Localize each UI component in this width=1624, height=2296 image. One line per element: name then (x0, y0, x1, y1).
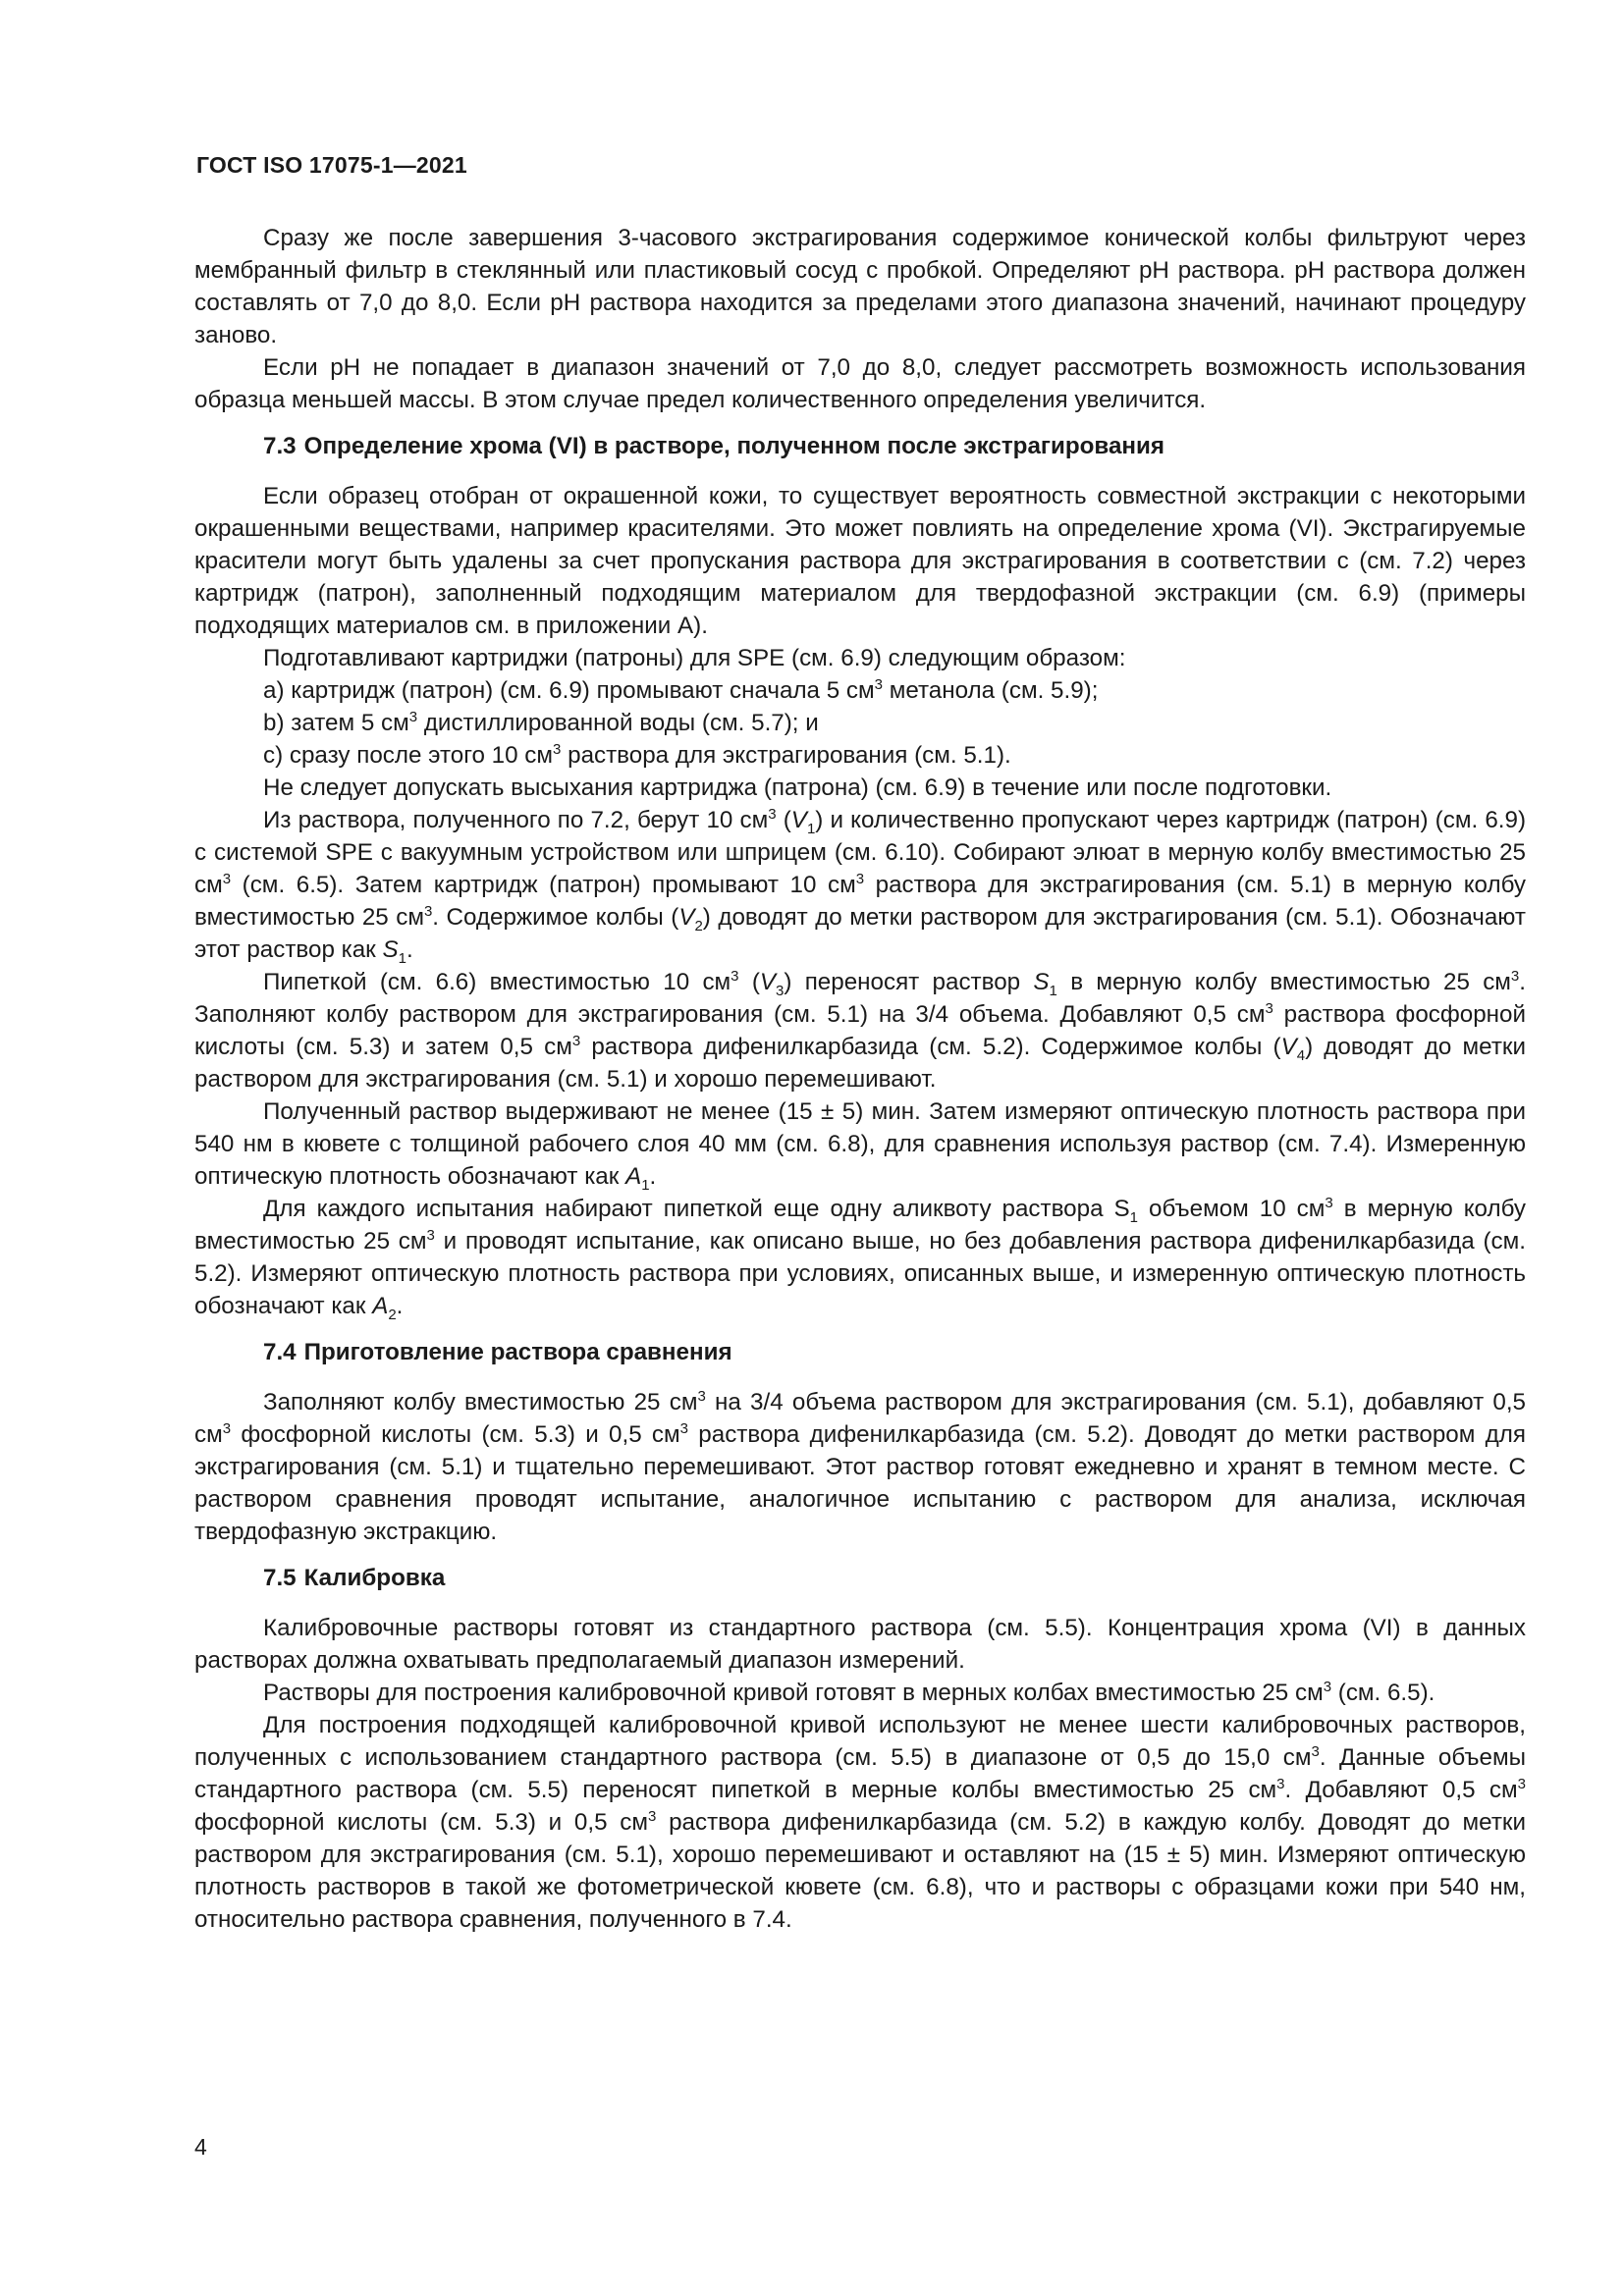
section-7-4-heading (263, 1336, 1526, 1368)
list-item-c: c) сразу после этого 10 $см^3$ раствора для экстрагирования (см. 5.1). (263, 741, 1011, 769)
s73-paragraph-6: Полученный раствор выдерживают не менее (15 ± 5) мин. Затем измеряют оптическую плотность раствора при 540 нм в кювете с толщиной рабочего слоя 40 мм (см. 6.8), для сравнения используя раствор (см. 7.4). Измеренную оптическую плотность обозначают как $A_1$. (194, 1098, 1526, 1194)
s73-paragraph-5: Пипеткой (см. 6.6) вместимостью 10 $см^3$ $(V_3)$ переносят раствор $S_1$ в мерную колбу вместимостью 25 $см^3$. Заполняют колбу раствором для экстрагирования (см. 5.1) на 3/4 объема. Добавляют 0,5 $см^3$ раствора фосфорной кислоты (см. 5.3) и затем 0,5 $см^3$ раствора дифенилкарбазида (см. 5.2). Содержимое колбы $(V_4)$ доводят до метки раствором для экстрагирования (см. 5.1) и хорошо перемешивают. (194, 968, 1526, 1093)
s75-paragraph-3: Для построения подходящей калибровочной кривой используют не менее шести калибровочных растворов, полученных с использованием стандартного раствора (см. 5.5) в диапазоне от 0,5 до 15,0 $см^3$. Данные объемы стандартного раствора (см. 5.5) переносят пипеткой в мерные колбы вместимостью 25 $см^3$. Добавляют 0,5 $см^3$ фосфорной кислоты (см. 5.3) и 0,5 $см^3$ раствора дифенилкарбазида (см. 5.2) в каждую колбу. Доводят до метки раствором для экстрагирования (см. 5.1), хорошо перемешивают и оставляют на (15 ± 5) мин. Измеряют оптическую плотность растворов в такой же фотометрической кювете (см. 6.8), что и растворы с образцами кожи при 540 нм, относительно раствора сравнения, полученного в 7.4. (194, 1712, 1526, 1933)
s75-paragraph-1: Калибровочные растворы готовят из стандартного раствора (см. 5.5). Концентрация хрома (VI) в данных растворах должна охватывать предполагаемый диапазон измерений. (194, 1615, 1526, 1674)
section-7-5-heading (263, 1562, 1526, 1594)
page-number: 4 (194, 2134, 207, 2160)
intro-paragraph-2: Если рН не попадает в диапазон значений от 7,0 до 8,0, следует рассмотреть возможность использования образца меньшей массы. В этом случае предел количественного определения увеличится. (194, 354, 1526, 413)
section-title: Калибровка (303, 1565, 446, 1591)
section-7-3-heading (263, 430, 1526, 462)
document-header: ГОСТ ISO 17075-1—2021 (196, 152, 467, 178)
s74-paragraph-1: Заполняют колбу вместимостью 25 $см^3$ на 3/4 объема раствором для экстрагирования (см. 5.1), добавляют 0,5 $см^3$ фосфорной кислоты (см. 5.3) и 0,5 $см^3$ раствора дифенилкарбазида (см. 5.2). Доводят до метки раствором для экстрагирования (см. 5.1) и тщательно перемешивают. Этот раствор готовят ежедневно и хранят в темном месте. С раствором сравнения проводят испытание, аналогичное испытанию с раствором для анализа, исключая твердофазную экстракцию. (194, 1388, 1526, 1545)
s73-paragraph-1: Если образец отобран от окрашенной кожи, то существует вероятность совместной экстракции с некоторыми окрашенными веществами, например красителями. Это может повлиять на определение хрома (VI). Экстрагируемые красители могут быть удалены за счет пропускания раствора для экстрагирования в соответствии с (см. 7.2) через картридж (патрон), заполненный подходящим материалом для твердофазной экстракции (см. 6.9) (примеры подходящих материалов см. в приложении А). (194, 483, 1526, 639)
section-number: 7.3 (263, 433, 297, 459)
list-item-b: b) затем 5 $см^3$ дистиллированной воды (см. 5.7); и (263, 709, 819, 736)
s73-paragraph-4: Из раствора, полученного по 7.2, берут 10 $см^3$ $(V_1)$ и количественно пропускают через картридж (патрон) (см. 6.9) с системой SPE с вакуумным устройством или шприцем (см. 6.10). Собирают элюат в мерную колбу вместимостью 25 $см^3$ (см. 6.5). Затем картридж (патрон) промывают 10 $см^3$ раствора для экстрагирования (см. 5.1) в мерную колбу вместимостью 25 $см^3$. Содержимое колбы $(V_2)$ доводят до метки раствором для экстрагирования (см. 5.1). Обозначают этот раствор как $S_1$. (194, 806, 1526, 967)
section-title: Определение хрома (VI) в растворе, полученном после экстрагирования (303, 433, 1164, 459)
s73-paragraph-2: Подготавливают картриджи (патроны) для SPE (см. 6.9) следующим образом: (263, 645, 1126, 671)
s75-paragraph-2: Растворы для построения калибровочной кривой готовят в мерных колбах вместимостью 25 $см^3$ (см. 6.5). (263, 1679, 1435, 1706)
section-number: 7.4 (263, 1339, 297, 1365)
s73-paragraph-7: Для каждого испытания набирают пипеткой еще одну аликвоту раствора $S_1$ объемом 10 $см^3$ в мерную колбу вместимостью 25 $см^3$ и проводят испытание, как описано выше, но без добавления раствора дифенилкарбазида (см. 5.2). Измеряют оптическую плотность раствора при условиях, описанных выше, и измеренную оптическую плотность обозначают как $A_2$. (194, 1195, 1527, 1323)
s73-paragraph-3: Не следует допускать высыхания картриджа (патрона) (см. 6.9) в течение или после подготовки. (263, 774, 1332, 801)
section-title: Приготовление раствора сравнения (303, 1339, 732, 1365)
list-item-a: a) картридж (патрон) (см. 6.9) промывают сначала 5 $см^3$ метанола (см. 5.9); (263, 676, 1099, 704)
section-number: 7.5 (263, 1565, 297, 1591)
document-body (194, 222, 1526, 1936)
intro-paragraph-1: Сразу же после завершения 3-часового экстрагирования содержимое конической колбы фильтруют через мембранный фильтр в стеклянный или пластиковый сосуд с пробкой. Определяют рН раствора. рН раствора должен составлять от 7,0 до 8,0. Если рН раствора находится за пределами этого диапазона значений, начинают процедуру заново. (194, 225, 1526, 348)
